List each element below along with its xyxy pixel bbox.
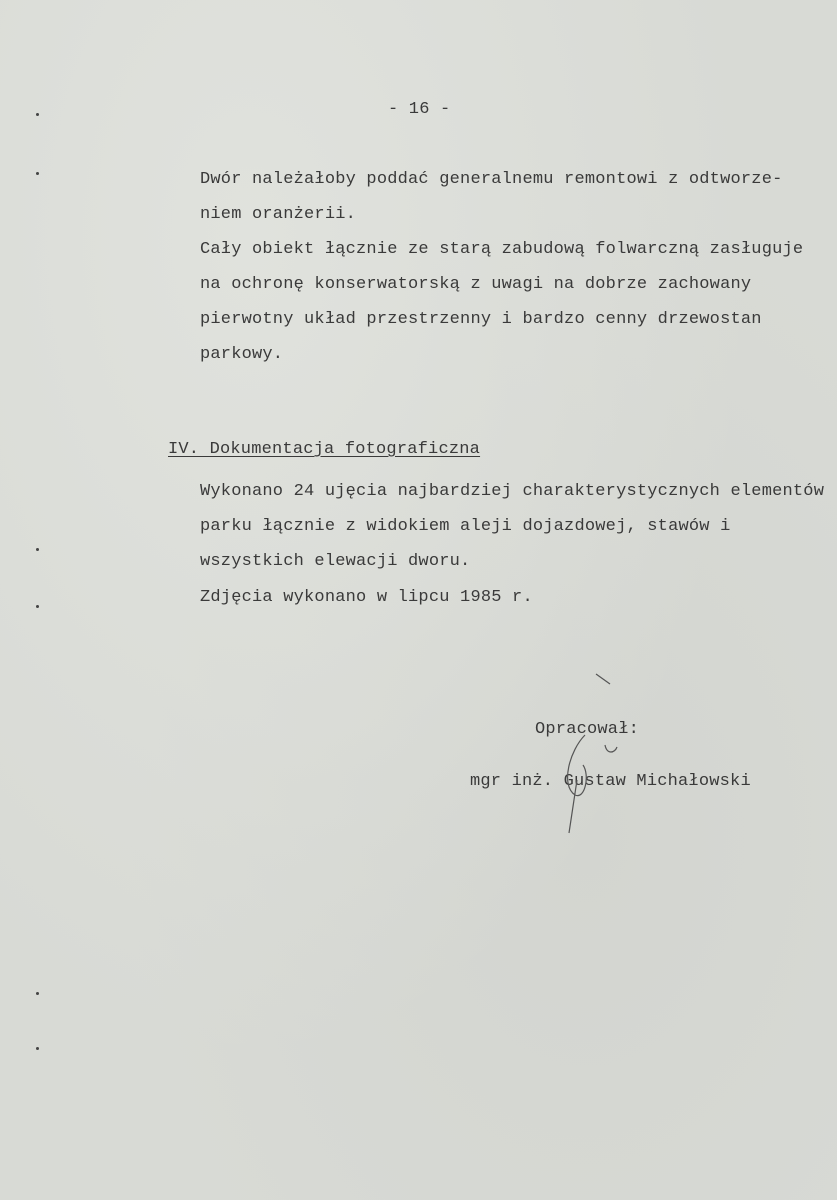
signature-label: Opracował: [535,720,640,739]
punch-mark [36,113,39,116]
text-line: parku łącznie z widokiem aleji dojazdowej, stawów i [200,517,731,536]
section-heading: IV. Dokumentacja fotograficzna [168,440,481,459]
text-line: pierwotny układ przestrzenny i bardzo cenny drzewostan [200,310,762,329]
punch-mark [36,992,39,995]
text-line: na ochronę konserwatorską z uwagi na dobrze zachowany [200,275,752,294]
text-line: Zdjęcia wykonano w lipcu 1985 r. [200,588,533,607]
page-number: - 16 - [388,100,451,119]
punch-mark [36,548,39,551]
punch-mark [36,1047,39,1050]
punch-mark [36,172,39,175]
text-line: Wykonano 24 ujęcia najbardziej charakterystycznych elementów [200,482,825,501]
text-line: niem oranżerii. [200,205,357,224]
text-line: Dwór należałoby poddać generalnemu remontowi z odtworze- [200,170,783,189]
text-line: wszystkich elewacji dworu. [200,552,471,571]
text-line: parkowy. [200,345,284,364]
signature-name: mgr inż. Gustaw Michałowski [470,772,751,791]
punch-mark [36,605,39,608]
handwritten-signature-icon [555,725,645,835]
text-line: Cały obiekt łącznie ze starą zabudową folwarczną zasługuje [200,240,804,259]
pen-mark-icon [594,672,614,688]
